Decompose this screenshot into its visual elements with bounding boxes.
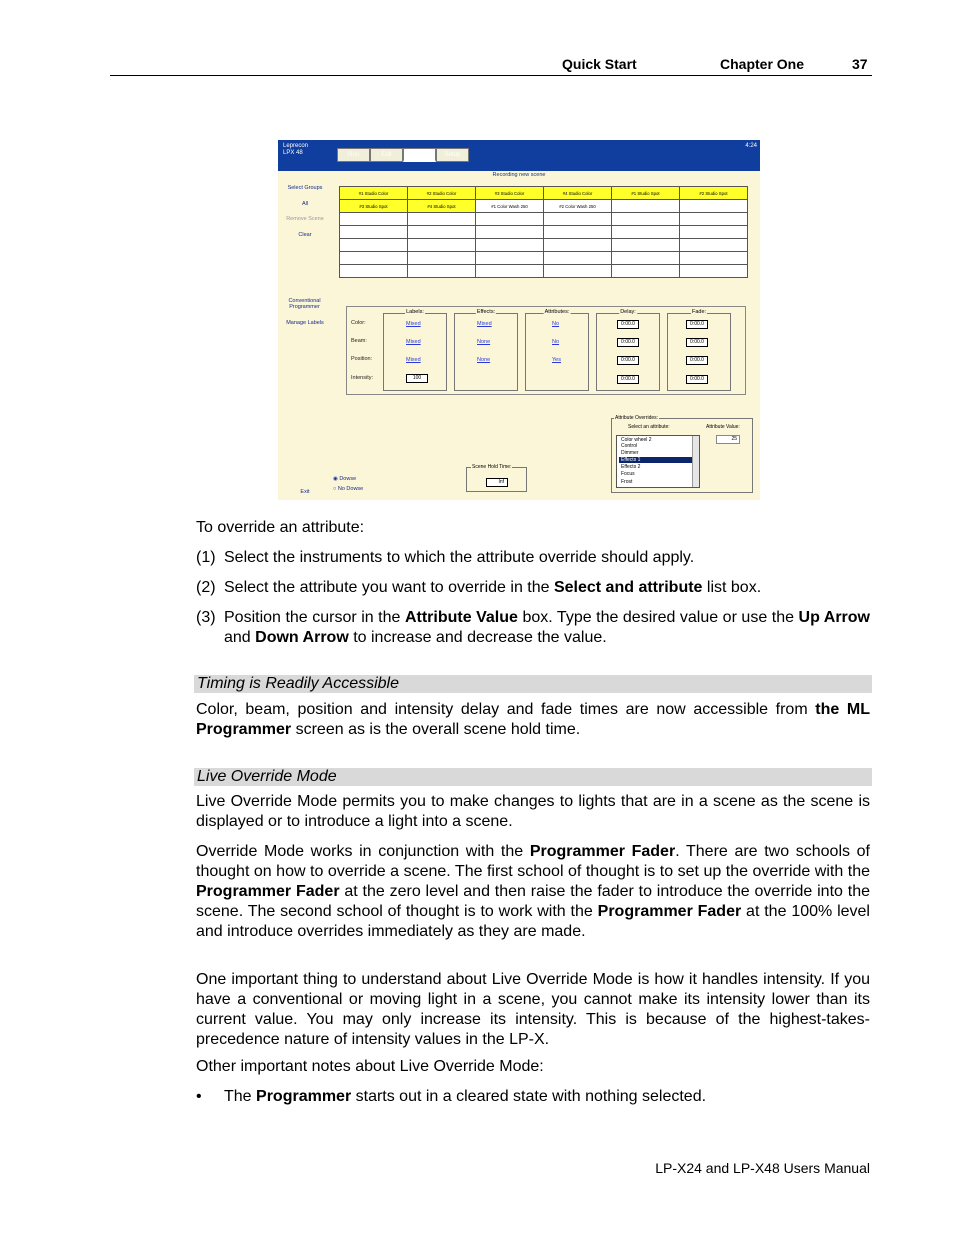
bold-term: Up Arrow (798, 609, 870, 626)
delay-beam-field[interactable]: 0:00.0 (617, 338, 639, 347)
side-manage-labels-button[interactable]: Manage Labels (286, 320, 324, 326)
live-override-paragraph-2 (196, 842, 870, 942)
programmer-panel (346, 306, 746, 395)
text-run: Position the cursor in the (224, 609, 405, 626)
delay-title: Delay: (620, 309, 636, 315)
bullet-mark: • (196, 1088, 202, 1105)
text-run: starts out in a cleared state with nothing selected. (351, 1088, 707, 1105)
group-cell[interactable] (408, 213, 476, 226)
live-override-paragraph-1 (196, 792, 870, 832)
group-cell[interactable] (340, 265, 408, 278)
row-label-intensity: Intensity: (351, 375, 374, 381)
delay-intensity-field[interactable]: 0:00.0 (617, 375, 639, 384)
radio-no-dowse-label: No Dowse (337, 486, 364, 492)
effects-title: Effects: (476, 309, 496, 315)
group-cell[interactable] (340, 226, 408, 239)
group-cell[interactable] (340, 252, 408, 265)
app-name: Leprecon LPX 48 (283, 143, 309, 156)
bold-term: Select and attribute (553, 579, 703, 596)
effect-color-link[interactable]: Mixed (477, 321, 492, 327)
radio-selected-icon: ◉ (333, 476, 340, 482)
attribute-overrides-panel (611, 415, 753, 493)
status-text: Recording new scene (492, 172, 546, 178)
scene-hold-time-field[interactable]: Inf (486, 478, 508, 487)
text-run: at the 100% level and introduce overrides immediately as they are made. (196, 903, 870, 940)
group-cell[interactable] (612, 213, 680, 226)
group-cell[interactable] (612, 239, 680, 252)
group-cell[interactable] (408, 226, 476, 239)
delay-group (596, 309, 660, 391)
bold-term: Programmer Fader (529, 843, 676, 860)
text-run: box. Type the desired value or use the (517, 609, 799, 626)
fade-position-field[interactable]: 0:00.0 (686, 356, 708, 365)
overrides-title: Attribute Overrides: (615, 415, 659, 421)
group-cell[interactable] (680, 239, 748, 252)
group-cell[interactable] (476, 252, 544, 265)
fade-beam-field[interactable]: 0:00.0 (686, 338, 708, 347)
effect-beam-link[interactable]: None (477, 339, 491, 345)
bold-term: the ML Programmer (196, 701, 870, 738)
labels-title: Labels: (406, 309, 424, 315)
group-cell[interactable]: #4 Studio Color (544, 187, 612, 200)
list-item-selected[interactable]: Effects 1 (619, 457, 693, 463)
text-run: Other important notes about Live Override Mode: (196, 1058, 544, 1075)
text-run: The (224, 1088, 257, 1105)
group-cell[interactable] (340, 213, 408, 226)
tab-setup[interactable]: Setup (436, 148, 469, 162)
side-clear-button[interactable]: Clear (298, 232, 312, 238)
header-page-number: 37 (852, 56, 868, 72)
bold-term: Attribute Value (404, 609, 518, 626)
scene-hold-time-panel (466, 464, 527, 492)
header-rule (110, 75, 872, 76)
app-titlebar (278, 140, 760, 171)
live-override-paragraph-4 (196, 1057, 870, 1077)
fade-title: Fade: (691, 309, 707, 315)
group-cell[interactable] (408, 239, 476, 252)
group-cell[interactable] (340, 239, 408, 252)
text-run: One important thing to understand about Live Override Mode is how it handles intensity. If you have a conventional or moving light in a scene, you cannot make its intensity lower than its current value. You may only increase its intensity. This is because of the highest-takes-precedence nature of intensity values in the LP-X. (196, 971, 870, 1048)
side-all-button[interactable]: All (301, 201, 309, 207)
text-run: list box. (702, 579, 762, 596)
select-attribute-label: Select an attribute: (628, 424, 670, 430)
labels-group (383, 309, 447, 391)
delay-color-field[interactable]: 0:00.0 (617, 320, 639, 329)
fade-color-field[interactable]: 0:00.0 (686, 320, 708, 329)
group-cell[interactable]: #2 Studio Color (408, 187, 476, 200)
attribute-value-field[interactable]: 25 (716, 435, 740, 444)
radio-no-dowse[interactable] (333, 486, 363, 492)
group-cell[interactable]: #1 Color Wash 250 (476, 200, 544, 213)
group-cell[interactable]: #1 Studio Color (340, 187, 408, 200)
attributes-group (525, 309, 589, 391)
fade-group (667, 309, 731, 391)
group-cell[interactable]: #2 Color Wash 250 (544, 200, 612, 213)
step-number: (3) (196, 609, 216, 626)
list-item[interactable]: Control (621, 443, 638, 449)
section-heading-timing: Timing is Readily Accessible (194, 675, 872, 693)
list-item[interactable]: Effects 2 (621, 464, 641, 470)
scene-hold-time-title: Scene Hold Time: (472, 464, 512, 470)
radio-unselected-icon: ○ (333, 486, 338, 492)
group-cell[interactable] (408, 252, 476, 265)
text-run: screen as is the overall scene hold time. (291, 721, 581, 738)
bold-term: Programmer (256, 1088, 352, 1105)
radio-dowse[interactable] (333, 476, 356, 482)
intensity-field[interactable]: 100 (406, 374, 428, 383)
group-cell[interactable] (476, 226, 544, 239)
tab-record[interactable]: Record (403, 148, 436, 162)
bold-term: Down Arrow (255, 629, 349, 646)
group-cell[interactable]: #1 Studio Spot (612, 187, 680, 200)
side-select-groups: Select Groups (287, 185, 323, 191)
label-position-link[interactable]: Mixed (406, 357, 421, 363)
group-cell[interactable] (544, 265, 612, 278)
row-label-position: Position: (351, 356, 373, 362)
group-cell[interactable]: #3 Studio Spot (340, 200, 408, 213)
group-cell[interactable]: #4 Studio Spot (408, 200, 476, 213)
side-exit-button[interactable]: Exit (300, 489, 310, 495)
step-number: (2) (196, 579, 216, 596)
label-color-link[interactable]: Mixed (406, 321, 421, 327)
header-section: Quick Start (562, 56, 637, 72)
group-cell[interactable] (544, 213, 612, 226)
text-run: Live Override Mode permits you to make changes to lights that are in a scene as the scene is displayed or to introduce a light into a scene. (196, 793, 870, 830)
text-run: at the zero level and then raise the fader to introduce the override into the scene. The second school of thought is to work with the (196, 883, 870, 920)
fade-intensity-field[interactable]: 0:00.0 (686, 375, 708, 384)
group-cell[interactable] (476, 239, 544, 252)
group-cell[interactable] (612, 226, 680, 239)
step-1-text (224, 548, 870, 568)
effect-position-link[interactable]: None (477, 357, 491, 363)
group-cell[interactable] (544, 252, 612, 265)
step-3-text (224, 608, 870, 648)
group-cell[interactable]: #3 Studio Color (476, 187, 544, 200)
group-cell[interactable] (544, 239, 612, 252)
text-run: . There are two schools of thought on how to override a scene. The first school of thought is to set up the override with the (196, 843, 871, 880)
delay-position-field[interactable]: 0:00.0 (617, 356, 639, 365)
step-number: (1) (196, 549, 216, 566)
attributes-title: Attributes: (544, 309, 570, 315)
group-cell[interactable] (680, 213, 748, 226)
effects-group (454, 309, 518, 391)
mode-tabs (337, 148, 469, 162)
row-label-color: Color: (351, 320, 366, 326)
intro-paragraph: To override an attribute: (196, 519, 365, 536)
group-cell[interactable] (612, 252, 680, 265)
timing-paragraph (196, 700, 870, 740)
text-run: Select the instruments to which the attribute override should apply. (224, 549, 695, 566)
text-run: Override Mode works in conjunction with the (196, 843, 530, 860)
clock: 4:24 (745, 143, 757, 149)
live-override-paragraph-3 (196, 970, 870, 1050)
text-run: Select the attribute you want to override in the (224, 579, 554, 596)
programmer-screenshot (278, 140, 760, 500)
group-cell[interactable] (544, 226, 612, 239)
group-cell[interactable] (408, 265, 476, 278)
side-remove-scene-button[interactable]: Remove Scene (286, 216, 324, 222)
attribute-list-scrollbar[interactable] (692, 436, 699, 487)
list-item[interactable]: Focus (621, 471, 635, 477)
header-chapter: Chapter One (720, 56, 805, 72)
group-cell[interactable] (612, 200, 680, 213)
attribute-position-link[interactable]: Yes (552, 357, 561, 363)
section-heading-live-override: Live Override Mode (194, 768, 872, 786)
attribute-color-link[interactable]: No (552, 321, 560, 327)
bold-term: Programmer Fader (597, 903, 742, 920)
step-2-text (224, 578, 870, 598)
tab-edit[interactable]: Edit (370, 148, 403, 162)
list-item[interactable]: Dimmer (621, 450, 639, 456)
page-footer: LP-X24 and LP-X48 Users Manual (655, 1160, 870, 1176)
tab-run[interactable]: Run (337, 148, 370, 162)
group-cell[interactable] (476, 213, 544, 226)
group-cell[interactable] (612, 265, 680, 278)
group-grid (339, 186, 748, 278)
attribute-list[interactable] (616, 435, 700, 488)
text-run: to increase and decrease the value. (348, 629, 607, 646)
label-beam-link[interactable]: Mixed (406, 339, 421, 345)
text-run: and (224, 629, 256, 646)
group-cell[interactable] (680, 200, 748, 213)
group-cell[interactable] (476, 265, 544, 278)
bullet-item (224, 1087, 870, 1107)
list-item[interactable]: Color wheel 2 (621, 437, 652, 443)
row-label-beam: Beam: (351, 338, 367, 344)
group-cell[interactable] (680, 252, 748, 265)
group-cell[interactable] (680, 226, 748, 239)
radio-dowse-label: Dowse (339, 476, 357, 482)
attribute-value-label: Attribute Value: (706, 424, 740, 430)
bold-term: Programmer Fader (196, 883, 340, 900)
list-item[interactable]: Frost (621, 479, 633, 485)
attribute-beam-link[interactable]: No (552, 339, 560, 345)
side-conventional-programmer-button[interactable]: Conventional Programmer (288, 298, 321, 310)
group-cell[interactable]: #2 Studio Spot (680, 187, 748, 200)
group-cell[interactable] (680, 265, 748, 278)
text-run: Color, beam, position and intensity delay and fade times are now accessible from (196, 701, 816, 718)
